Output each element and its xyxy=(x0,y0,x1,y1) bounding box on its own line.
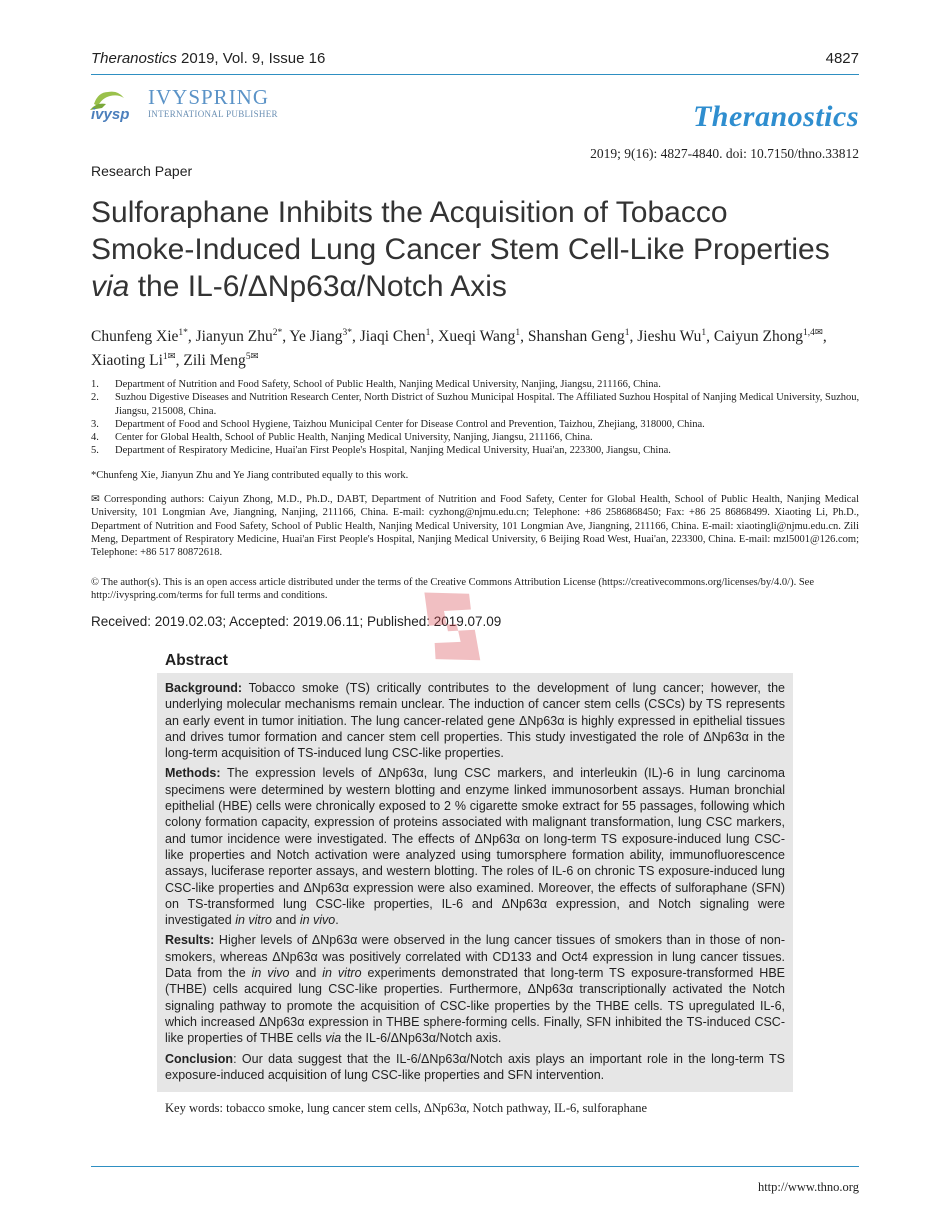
author: Shanshan Geng$^1$, xyxy=(527,328,638,346)
author-list xyxy=(91,323,871,371)
author: Jieshu Wu$^1$, xyxy=(637,328,714,346)
envelope-icon: ✉ xyxy=(91,494,104,505)
affiliation-item: 1. Department of Nutrition and Food Safety, School of Public Health, Nanjing Medical University, Nanjing, Jiangsu, 211166, China. xyxy=(91,379,661,390)
author: Xueqi Wang$^1$, xyxy=(438,328,528,346)
title-via: via xyxy=(91,270,130,303)
abstract-results: Results: Higher levels of ΔNp63α were observed in the lung cancer tissues of smokers than in those of non-smokers, whereas ΔNp63α was positively correlated with CD133 and Oct4 expression in lung cancer tissues. Data from the in vivo and in vitro experiments demonstrated that long-term TS exposure-transformed HBE (THBE) cells acquired lung CSC-like properties. Furthermore, ΔNp63α transcriptionally activated the Notch signaling pathway to promote the acquisition of CSC-like properties by the THBE cells. TS upregulated IL-6, which increased ΔNp63α expression in THBE sphere-forming cells. Finally, SFN inhibited the TS-induced CSC-like properties of THBE cells via the IL-6/ΔNp63α/Notch axis. xyxy=(165,933,786,1046)
equal-contribution-note: *Chunfeng Xie, Jianyun Zhu and Ye Jiang contributed equally to this work. xyxy=(91,470,409,481)
journal-header xyxy=(91,50,325,67)
journal-name: Theranostics xyxy=(91,50,177,67)
corresponding-authors xyxy=(91,493,859,559)
citation-doi: 2019; 9(16): 4827-4840. doi: 10.7150/thno.33812 xyxy=(590,146,859,161)
publication-dates: Received: 2019.02.03; Accepted: 2019.06.11; Published: 2019.07.09 xyxy=(91,614,502,629)
abstract-conclusion: Conclusion: Our data suggest that the IL-6/ΔNp63α/Notch axis plays an important role in the long-term TS exposure-induced acquisition of lung CSC-like properties and SFN intervention. xyxy=(165,1051,785,1082)
author: Chunfeng Xie$^{1*}$, xyxy=(91,328,196,346)
affiliation-item: 5. Department of Respiratory Medicine, Huai'an First People's Hospital, Nanjing Medical University, Huai'an, 223300, Jiangsu, China. xyxy=(91,445,671,457)
author: Ye Jiang$^{3*}$, xyxy=(289,328,360,346)
affiliation-item: 4. Center for Global Health, School of Public Health, Nanjing Medical University, Nanjing, Jiangsu, 211166, China. xyxy=(91,432,593,444)
article-type: Research Paper xyxy=(91,163,193,179)
affiliation-item: 2. Suzhou Digestive Diseases and Nutrition Research Center, North District of Suzhou Municipal Hospital. The Affiliated Suzhou Hospital of Nanjing Medical University, Suzhou, Jiangsu, 215008, China. xyxy=(91,392,860,417)
article-title xyxy=(91,194,871,305)
abstract-background: Background: Tobacco smoke (TS) critically contributes to the development of lung cancer; however, the underlying molecular mechanisms remain unclear. The induction of cancer stem cells (CSCs) by TS represents an early event in tumor initiation. The lung cancer-related gene ΔNp63α is highly expressed in epithelial tissues and drives tumor formation and cancer stem cell properties. This study investigated the role of ΔNp63α in the long-term acquisition of TS-induced lung CSC-like properties. xyxy=(165,681,785,761)
abstract-methods: Methods: The expression levels of ΔNp63α, lung CSC markers, and interleukin (IL)-6 in lung carcinoma specimens were determined by western blotting and enzyme linked immunosorbent assays. Human bronchial epithelial (HBE) cells were chronically exposed to 2 % cigarette smoke extract for 55 passages, following which colony formation capacity, expression of proteins associated with malignant transformation, lung CSC markers, and tumor incidence were investigated. The effects of ΔNp63α on long-term TS exposure-induced lung CSC-like properties and Notch activation were analyzed using tumorsphere formation ability, immunofluorescence assays, luciferase reporter assays, and western blotting. The roles of IL-6 on chronic TS exposure-induced lung CSC-like properties and ΔNp63α expression were also examined. Moreover, the effects of sulforaphane (SFN) on TS-transformed lung CSC-like properties, IL-6 and ΔNp63α expression, and Notch signaling were investigated in vitro and in vivo. xyxy=(165,766,785,928)
author: Jiaqi Chen$^1$, xyxy=(359,328,439,346)
title-line-1: Sulforaphane Inhibits the Acquisition of Tobacco xyxy=(91,196,728,229)
title-line-2: Smoke-Induced Lung Cancer Stem Cell-Like Properties xyxy=(91,233,830,266)
affiliation-list xyxy=(91,378,861,458)
publisher-subtitle: INTERNATIONAL PUBLISHER xyxy=(148,109,278,119)
ivy-logo-mark: ivysp xyxy=(91,106,130,123)
author: Zili Meng$^{5✉}$ xyxy=(183,352,259,370)
journal-url-link[interactable]: http://www.thno.org xyxy=(757,1180,859,1194)
abstract-body xyxy=(157,673,793,1092)
author: Jianyun Zhu$^{2*}$, xyxy=(195,328,290,346)
abstract-heading: Abstract xyxy=(165,652,228,669)
title-line-3-rest: the IL-6/ΔNp63α/Notch Axis xyxy=(129,270,507,303)
title-line-3 xyxy=(91,268,871,305)
ivy-leaf-logo-icon xyxy=(88,84,148,124)
license-statement: © The author(s). This is an open access article distributed under the terms of the Creative Commons Attribution License (https://creativecommons.org/licenses/by/4.0/). See http://ivyspring.com/terms for full terms and conditions. xyxy=(91,577,814,602)
publisher-name: IVYSPRING xyxy=(148,85,270,109)
corresponding-text: Corresponding authors: Caiyun Zhong, M.D., Ph.D., DABT, Department of Nutrition and Food Safety, Center for Global Health, School of Public Health, Nanjing Medical University, 101 Longmian Ave, Jiangning, Nanjing, 211166, China. E-mail: cyzhong@njmu.edu.cn; Telephone: +86 2586868450; Fax: +86 25 86868499. Xiaoting Li, Ph.D., Department of Nutrition and Food Safety, School of Public Health, Nanjing Medical University, 101 Longmian Ave, Jiangning, 211166, China. E-mail: xiaotingli@njmu.edu.cn. Zili Meng, Department of Respiratory Medicine, Huai'an First People's Hospital, Nanjing Medical University, 6 Beijing Road West, Huai'an, 223300, China. E-mail: mzl5001@126.com; Telephone: +86 517 80872618. xyxy=(91,494,859,559)
author: Xiaoting $Li^{1✉}$, xyxy=(91,352,184,370)
page-number: 4827 xyxy=(825,50,859,67)
keywords: Key words: tobacco smoke, lung cancer stem cells, ΔNp63α, Notch pathway, IL-6, sulforaphane xyxy=(165,1101,648,1115)
journal-brand-logo: Theranostics xyxy=(692,100,859,133)
journal-issue: 2019, Vol. 9, Issue 16 xyxy=(176,50,326,67)
affiliation-item: 3. Department of Food and School Hygiene, Taizhou Municipal Center for Disease Control and Prevention, Taizhou, Zhejiang, 318000, China. xyxy=(91,418,705,430)
header-divider xyxy=(91,74,859,75)
author: Caiyun Zhong$^{1,4✉}$, xyxy=(713,328,827,346)
abstract-section xyxy=(157,643,793,1092)
footer-divider xyxy=(91,1166,859,1167)
